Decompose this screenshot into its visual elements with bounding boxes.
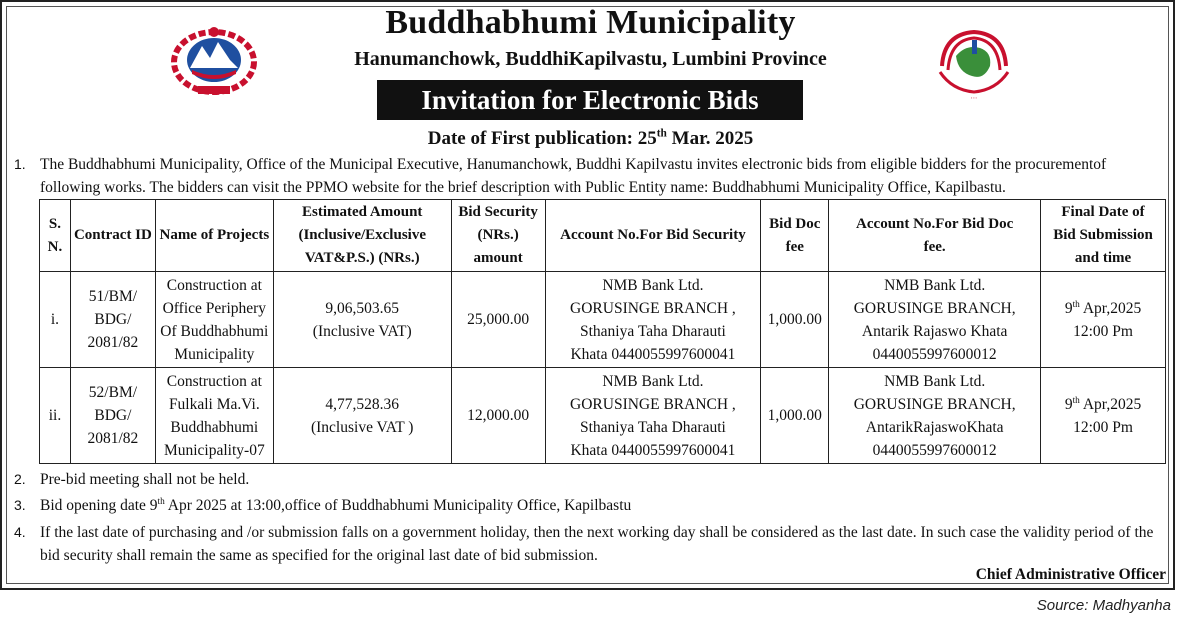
cell-final-date: 9th Apr,2025 12:00 Pm bbox=[1041, 368, 1166, 464]
paragraph-4 bbox=[14, 521, 1167, 567]
paragraph-number: 4. bbox=[14, 524, 26, 540]
paragraph-text: Pre-bid meeting shall not be held. bbox=[40, 471, 250, 488]
municipality-title: Buddhabhumi Municipality bbox=[385, 4, 796, 41]
header-account-security: Account No.For Bid Security bbox=[545, 200, 761, 272]
cell-sn: ii. bbox=[40, 368, 71, 464]
header-contract-id: Contract ID bbox=[70, 200, 155, 272]
signatory: Chief Administrative Officer bbox=[975, 566, 1166, 583]
cell-contract-id: 52/BM/ BDG/ 2081/82 bbox=[70, 368, 155, 464]
bid-table bbox=[39, 199, 1166, 464]
paragraph-text: Bid opening date 9th Apr 2025 at 13:00,office of Buddhabhumi Municipality Office, Kapilbastu bbox=[40, 496, 632, 514]
header-project: Name of Projects bbox=[155, 200, 273, 272]
header-account-doc: Account No.For Bid Doc fee. bbox=[829, 200, 1041, 272]
paragraph-2 bbox=[14, 468, 1167, 491]
table-header-row bbox=[40, 200, 1166, 272]
cell-project: Construction at Office Periphery Of Buddhabhumi Municipality bbox=[155, 272, 273, 368]
pub-date-sup: th bbox=[656, 127, 667, 140]
municipality-address: Hanumanchowk, BuddhiKapilvastu, Lumbini Province bbox=[354, 48, 827, 70]
cell-bid-security: 12,000.00 bbox=[451, 368, 545, 464]
header-amount: Estimated Amount (Inclusive/Exclusive VAT&P.S.) (NRs.) bbox=[273, 200, 451, 272]
table-row bbox=[40, 368, 1166, 464]
paragraph-text: If the last date of purchasing and /or submission falls on a government holiday, then the next working day shall be considered as the last date. In such case the validity period of the bid security shall remain the same as specified for the original last date of bid submission. bbox=[40, 524, 1154, 564]
pub-date-prefix: Date of First publication: 25 bbox=[427, 128, 657, 149]
cell-amount: 4,77,528.36 (Inclusive VAT ) bbox=[273, 368, 451, 464]
source-credit: Source: Madhyanha bbox=[1036, 597, 1171, 614]
cell-amount: 9,06,503.65 (Inclusive VAT) bbox=[273, 272, 451, 368]
notice-banner: Invitation for Electronic Bids bbox=[377, 80, 803, 120]
cell-sn: i. bbox=[40, 272, 71, 368]
publication-date bbox=[0, 128, 1181, 150]
header-sn: S. N. bbox=[40, 200, 71, 272]
paragraph-number: 2. bbox=[14, 471, 26, 487]
cell-doc-fee: 1,000.00 bbox=[761, 368, 829, 464]
table-row bbox=[40, 272, 1166, 368]
svg-text:⋯: ⋯ bbox=[970, 94, 978, 102]
paragraph-number: 1. bbox=[14, 156, 26, 172]
pub-date-suffix: Mar. 2025 bbox=[666, 128, 754, 149]
paragraph-text: The Buddhabhumi Municipality, Office of the Municipal Executive, Hanumanchowk, Buddhi Kapilvastu invites electronic bids from eligible bidders for the procurementof following works. The bidders can visit the PPMO website for the brief description with Public Entity name: Buddhabhumi Municipality Office, Kapilbastu. bbox=[40, 156, 1107, 196]
cell-contract-id: 51/BM/ BDG/ 2081/82 bbox=[70, 272, 155, 368]
paragraph-3 bbox=[14, 494, 1167, 517]
paragraph-number: 3. bbox=[14, 497, 26, 513]
cell-account-security: NMB Bank Ltd. GORUSINGE BRANCH , Sthaniya Taha Dharauti Khata 0440055997600041 bbox=[545, 368, 761, 464]
cell-bid-security: 25,000.00 bbox=[451, 272, 545, 368]
cell-final-date: 9th Apr,2025 12:00 Pm bbox=[1041, 272, 1166, 368]
header-final-date: Final Date of Bid Submission and time bbox=[1041, 200, 1166, 272]
cell-account-security: NMB Bank Ltd. GORUSINGE BRANCH , Sthaniya Taha Dharauti Khata 0440055997600041 bbox=[545, 272, 761, 368]
cell-doc-fee: 1,000.00 bbox=[761, 272, 829, 368]
cell-account-doc: NMB Bank Ltd. GORUSINGE BRANCH, Antarik Rajaswo Khata 0440055997600012 bbox=[829, 272, 1041, 368]
cell-project: Construction at Fulkali Ma.Vi. Buddhabhumi Municipality-07 bbox=[155, 368, 273, 464]
cell-account-doc: NMB Bank Ltd. GORUSINGE BRANCH, AntarikRajaswoKhata 0440055997600012 bbox=[829, 368, 1041, 464]
header-bid-security: Bid Security (NRs.) amount bbox=[451, 200, 545, 272]
paragraph-1 bbox=[14, 153, 1167, 199]
header-doc-fee: Bid Doc fee bbox=[761, 200, 829, 272]
